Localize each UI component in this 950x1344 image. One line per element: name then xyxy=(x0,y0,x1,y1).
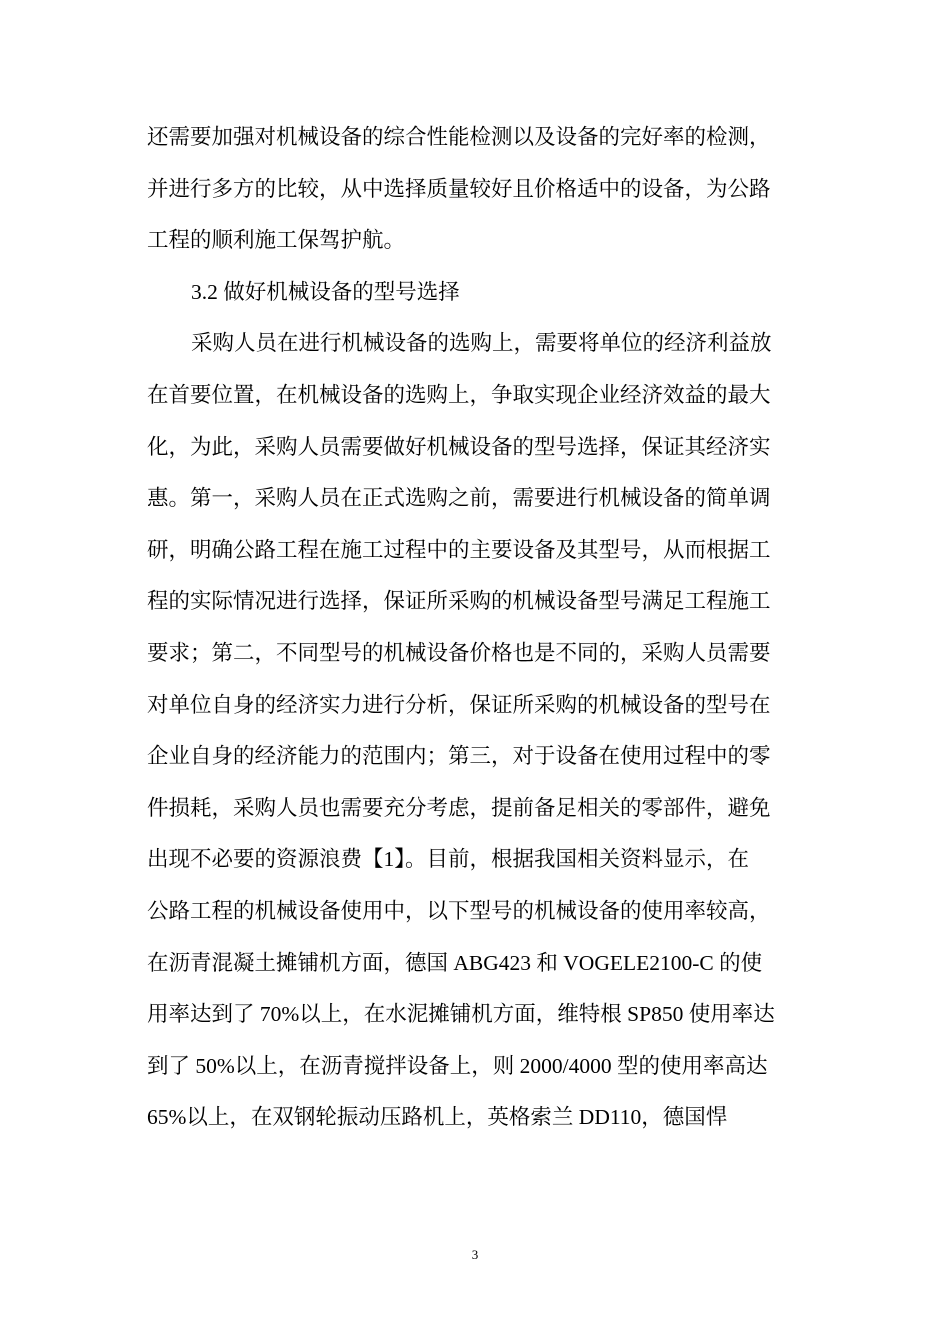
paragraph-2-line-6: 程的实际情况进行选择，保证所采购的机械设备型号满足工程施工 xyxy=(147,589,771,614)
paragraph-1-line-1: 还需要加强对机械设备的综合性能检测以及设备的完好率的检测， xyxy=(147,125,771,149)
paragraph-2-line-7: 要求；第二，不同型号的机械设备价格也是不同的，采购人员需要 xyxy=(147,640,771,665)
paragraph-2-line-10: 件损耗，采购人员也需要充分考虑，提前备足相关的零部件，避免 xyxy=(147,795,771,820)
paragraph-2-line-16: 65%以上，在双钢轮振动压路机上，英格索兰 DD110，德国悍 xyxy=(147,1105,728,1130)
paragraph-2-line-12: 公路工程的机械设备使用中，以下型号的机械设备的使用率较高， xyxy=(147,898,771,923)
paragraph-1-line-2: 并进行多方的比较，从中选择质量较好且价格适中的设备，为公路 xyxy=(147,176,771,201)
paragraph-2-line-1: 采购人员在进行机械设备的选购上，需要将单位的经济利益放 xyxy=(191,331,772,356)
paragraph-2-line-4: 惠。第一，采购人员在正式选购之前，需要进行机械设备的简单调 xyxy=(147,486,771,511)
paragraph-2-line-3: 化，为此，采购人员需要做好机械设备的型号选择，保证其经济实 xyxy=(147,434,771,459)
page-body xyxy=(147,112,807,1144)
paragraph-2-line-2: 在首要位置，在机械设备的选购上，争取实现企业经济效益的最大 xyxy=(147,382,771,407)
paragraph-2-line-13: 在沥青混凝土摊铺机方面，德国 ABG423 和 VOGELE2100-C 的使 xyxy=(147,950,763,975)
paragraph-2-line-14: 用率达到了 70%以上，在水泥摊铺机方面，维特根 SP850 使用率达 xyxy=(147,1002,775,1027)
paragraph-2-line-15: 到了 50%以上，在沥青搅拌设备上，则 2000/4000 型的使用率高达 xyxy=(147,1053,768,1078)
paragraph-2-line-11: 出现不必要的资源浪费【1】。目前，根据我国相关资料显示，在 xyxy=(147,847,750,872)
paragraph-2-line-5: 研，明确公路工程在施工过程中的主要设备及其型号，从而根据工 xyxy=(147,537,771,562)
page-number: 3 xyxy=(471,1247,479,1262)
paragraph-1-line-3: 工程的顺利施工保驾护航。 xyxy=(147,228,406,253)
paragraph-2-line-9: 企业自身的经济能力的范围内；第三，对于设备在使用过程中的零 xyxy=(147,744,771,769)
paragraph-2-line-8: 对单位自身的经济实力进行分析，保证所采购的机械设备的型号在 xyxy=(147,692,771,717)
section-heading: 3.2 做好机械设备的型号选择 xyxy=(191,279,460,304)
